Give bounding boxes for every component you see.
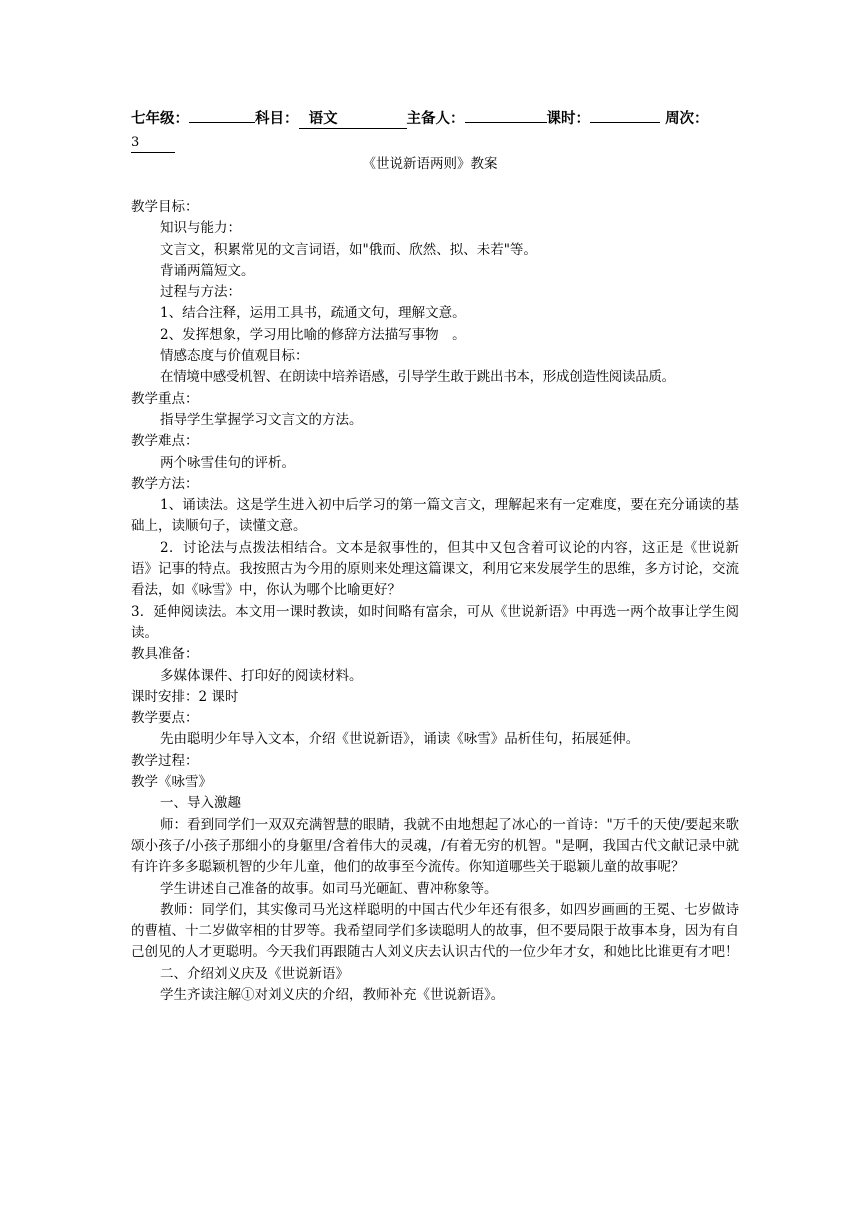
document-title: 《世说新语两则》教案 — [362, 156, 498, 172]
section-heading: 教学要点： — [131, 710, 199, 727]
subheading: 一、导入激趣 — [160, 795, 241, 812]
grade-label: 七年级： — [131, 111, 189, 127]
week-label: 周次： — [665, 111, 709, 127]
document-body — [131, 197, 739, 1006]
section-heading: 课时安排：2 课时 — [131, 688, 239, 705]
body-paragraph: 1、诵读法。这是学生进入初中后学习的第一篇文言文，理解起来有一定难度，要在充分诵读的基础上，读顺句子，读懂文意。 — [131, 497, 739, 535]
body-paragraph: 师：看到同学们一双双充满智慧的眼睛，我就不由地想起了冰心的一首诗："万千的天使/要起来歌颂小孩子/小孩子那细小的身躯里/含着伟大的灵魂，/有着无穷的机智。"是啊，我国古代文献记录中就有许许多多聪颖机智的少年儿童，他们的故事至今流传。你知道哪些关于聪颖儿童的故事呢？ — [131, 816, 739, 876]
section-heading: 教学《咏雪》 — [131, 774, 212, 791]
subject-label: 科目： — [255, 111, 299, 127]
body-line: 两个咏雪佳句的评析。 — [160, 454, 295, 471]
body-line: 2、发挥想象，学习用比喻的修辞方法描写事物 。 — [160, 326, 466, 343]
subheading: 情感态度与价值观目标： — [160, 348, 309, 365]
grade-blank — [189, 104, 255, 123]
body-line: 在情境中感受机智、在朗读中培养语感，引导学生敢于跳出书本，形成创造性阅读品质。 — [160, 369, 675, 386]
document-header — [131, 104, 751, 155]
body-paragraph: 教师：同学们，其实像司马光这样聪明的中国古代少年还有很多，如四岁画画的王冕、七岁做诗的曹植、十二岁做宰相的甘罗等。我希望同学们多读聪明人的故事，但不要局限于故事本身，因为有自己创见的人才更聪明。今天我们再跟随古人刘义庆去认识古代的一位少年才女，和她比比谁更有才吧！ — [131, 901, 739, 961]
body-line: 文言文，积累常见的文言词语，如"俄而、欣然、拟、未若"等。 — [160, 241, 537, 258]
body-paragraph: 3．延伸阅读法。本文用一课时教读，如时间略有富余，可从《世说新语》中再选一两个故事让学生阅读。 — [131, 603, 739, 641]
period-blank — [590, 104, 660, 123]
section-heading: 教学重点： — [131, 390, 199, 407]
section-heading: 教具准备： — [131, 646, 199, 663]
body-line: 指导学生掌握学习文言文的方法。 — [160, 411, 363, 428]
section-heading: 教学难点： — [131, 433, 199, 450]
body-line: 先由聪明少年导入文本，介绍《世说新语》，诵读《咏雪》品析佳句，拓展延伸。 — [160, 731, 640, 748]
section-heading: 教学过程： — [131, 752, 199, 769]
preparer-blank — [465, 104, 547, 123]
section-heading: 教学方法： — [131, 475, 199, 492]
body-line: 学生齐读注解①对刘义庆的介绍，教师补充《世说新语》。 — [160, 986, 505, 1003]
body-line: 1、结合注释，运用工具书，疏通文句，理解文意。 — [160, 305, 466, 322]
subheading: 知识与能力： — [160, 220, 241, 237]
body-line: 背诵两篇短文。 — [160, 262, 255, 279]
week-value-underline — [131, 134, 175, 153]
subheading: 过程与方法： — [160, 284, 241, 301]
preparer-label: 主备人： — [406, 111, 465, 127]
header-fields — [131, 104, 751, 131]
section-heading: 教学目标： — [131, 199, 199, 215]
body-line: 学生讲述自己准备的故事。如司马光砸缸、曹冲称象等。 — [160, 880, 498, 897]
body-paragraph: 2．讨论法与点拨法相结合。文本是叙事性的，但其中又包含着可议论的内容，这正是《世说新语》记事的特点。我按照古为今用的原则来处理这篇课文，利用它来发展学生的思维，多方讨论，交流看法，如《咏雪》中，你认为哪个比喻更好？ — [131, 539, 739, 599]
subject-value: 语文 — [308, 111, 338, 127]
body-line: 多媒体课件、打印好的阅读材料。 — [160, 667, 363, 684]
subject-value-underline — [299, 110, 407, 129]
period-label: 课时： — [546, 111, 590, 127]
week-value: 3 — [131, 135, 140, 150]
subheading: 二、介绍刘义庆及《世说新语》 — [160, 965, 349, 982]
